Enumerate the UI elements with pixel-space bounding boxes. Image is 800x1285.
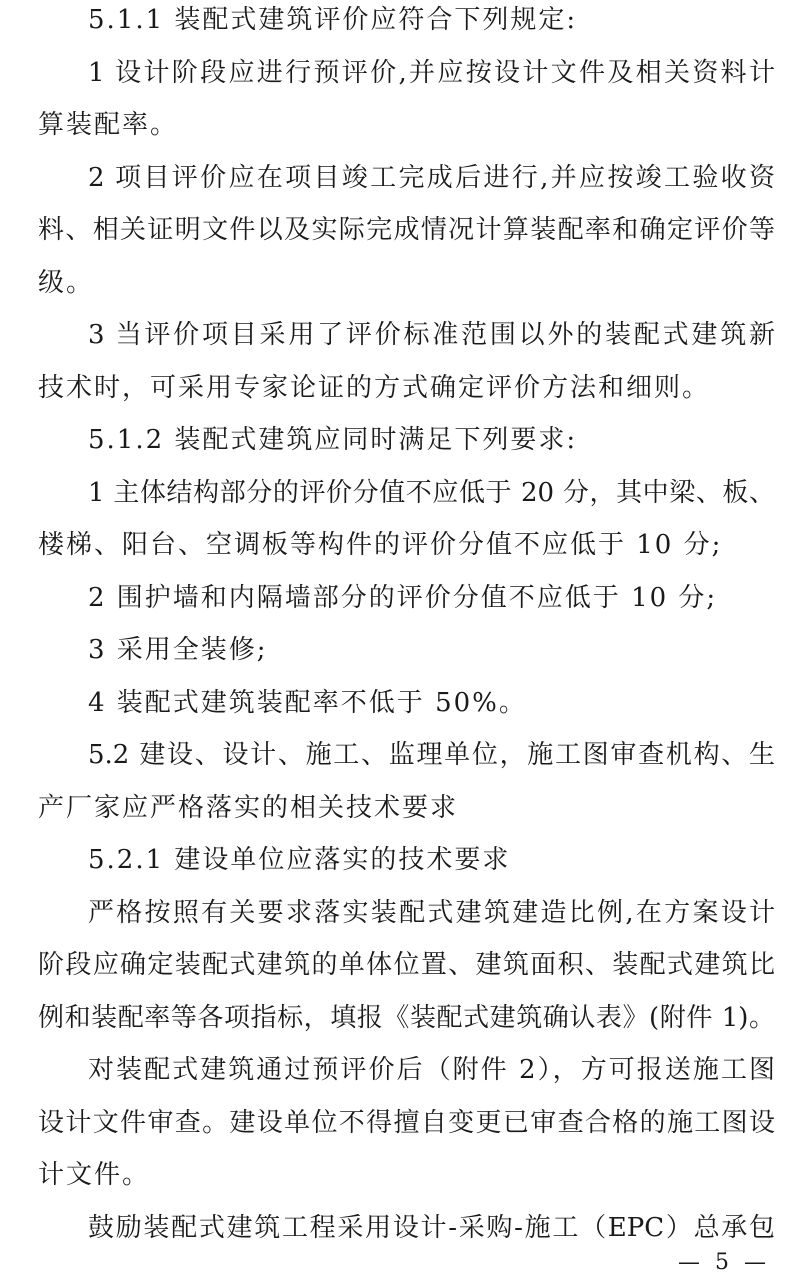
text-line: 例和装配率等各项指标，填报《装配式建筑确认表》(附件 1)。 [38, 1003, 775, 1033]
text-line: 鼓励装配式建筑工程采用设计-采购-施工（EPC）总承包 [88, 1213, 775, 1243]
text-line: 级。 [38, 268, 95, 298]
text-line: 设计文件审查。建设单位不得擅自变更已审查合格的施工图设 [38, 1108, 775, 1138]
text-line: 5.2.1 建设单位应落实的技术要求 [88, 845, 511, 875]
text-line: 计文件。 [38, 1160, 151, 1190]
text-line: 1 主体结构部分的评价分值不应低于 20 分，其中梁、板、 [88, 478, 775, 508]
text-line: 算装配率。 [38, 110, 179, 140]
text-line: 3 当评价项目采用了评价标准范围以外的装配式建筑新 [88, 320, 775, 350]
text-line: 3 采用全装修; [88, 635, 268, 665]
text-line: 2 围护墙和内隔墙部分的评价分值不应低于 10 分; [88, 583, 718, 613]
text-line: 楼梯、阳台、空调板等构件的评价分值不应低于 10 分; [38, 530, 723, 560]
page-number: — 5 — [678, 1250, 770, 1275]
text-line: 5.2 建设、设计、施工、监理单位，施工图审查机构、生 [88, 740, 775, 770]
text-line: 5.1.1 装配式建筑评价应符合下列规定: [88, 5, 578, 35]
text-line: 4 装配式建筑装配率不低于 50%。 [88, 688, 527, 718]
text-line: 技术时，可采用专家论证的方式确定评价方法和细则。 [38, 373, 711, 403]
text-line: 产厂家应严格落实的相关技术要求 [38, 793, 459, 823]
text-line: 料、相关证明文件以及实际完成情况计算装配率和确定评价等 [38, 215, 775, 245]
text-line: 2 项目评价应在项目竣工完成后进行,并应按竣工验收资 [88, 163, 775, 193]
text-line: 对装配式建筑通过预评价后（附件 2），方可报送施工图 [88, 1055, 775, 1085]
text-line: 5.1.2 装配式建筑应同时满足下列要求: [88, 425, 578, 455]
text-line: 严格按照有关要求落实装配式建筑建造比例,在方案设计 [88, 898, 775, 928]
text-line: 1 设计阶段应进行预评价,并应按设计文件及相关资料计 [88, 58, 775, 88]
text-line: 阶段应确定装配式建筑的单体位置、建筑面积、装配式建筑比 [38, 950, 775, 980]
